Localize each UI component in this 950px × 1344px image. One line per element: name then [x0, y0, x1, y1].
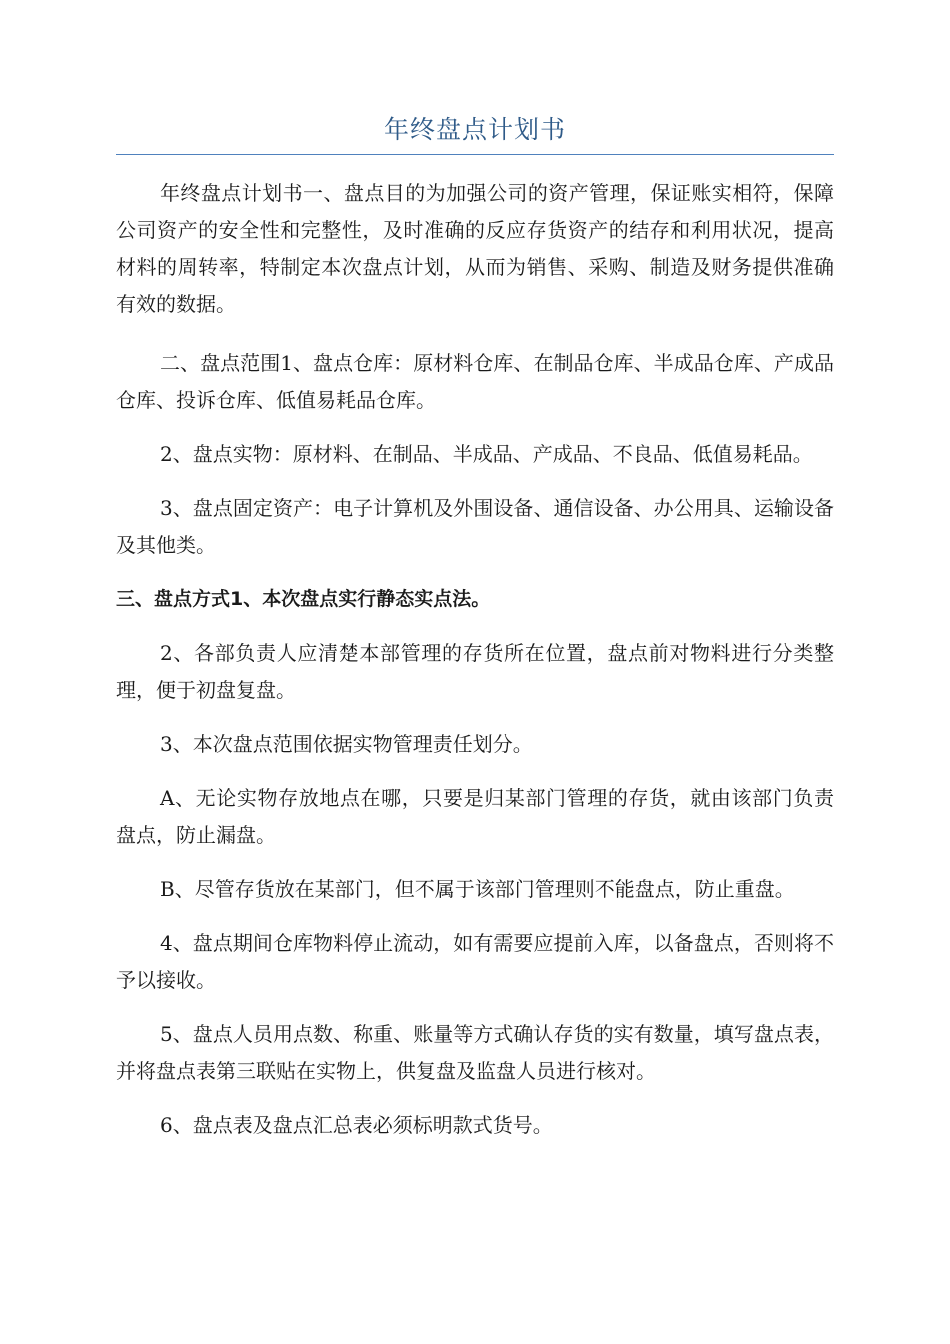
document-body [116, 175, 834, 1144]
paragraph-method-5: 5、盘点人员用点数、称重、账量等方式确认存货的实有数量，填写盘点表，并将盘点表第三联贴在实物上，供复盘及监盘人员进行核对。 [116, 1022, 834, 1083]
paragraph-scope-fixed-assets: 3、盘点固定资产：电子计算机及外围设备、通信设备、办公用具、运输设备及其他类。 [116, 496, 834, 557]
paragraph-method-3b: B、尽管存货放在某部门，但不属于该部门管理则不能盘点，防止重盘。 [160, 877, 795, 901]
paragraph-scope-warehouse: 二、盘点范围1、盘点仓库：原材料仓库、在制品仓库、半成品仓库、产成品仓库、投诉仓库、低值易耗品仓库。 [116, 351, 834, 412]
paragraph-method-3a: A、无论实物存放地点在哪，只要是归某部门管理的存货，就由该部门负责盘点，防止漏盘。 [116, 786, 834, 847]
paragraph-method-3: 3、本次盘点范围依据实物管理责任划分。 [160, 732, 533, 756]
paragraph-method-2: 2、各部负责人应清楚本部管理的存货所在位置，盘点前对物料进行分类整理，便于初盘复盘。 [116, 641, 834, 702]
section-heading-method: 三、盘点方式1、本次盘点实行静态实点法。 [116, 588, 491, 610]
paragraph-method-6: 6、盘点表及盘点汇总表必须标明款式货号。 [160, 1113, 553, 1137]
paragraph-method-4: 4、盘点期间仓库物料停止流动，如有需要应提前入库，以备盘点，否则将不予以接收。 [116, 931, 834, 992]
paragraph-scope-items: 2、盘点实物：原材料、在制品、半成品、产成品、不良品、低值易耗品。 [160, 442, 813, 466]
title-underline [116, 154, 834, 155]
document-title: 年终盘点计划书 [383, 115, 566, 144]
paragraph-purpose: 年终盘点计划书一、盘点目的为加强公司的资产管理，保证账实相符，保障公司资产的安全性和完整性，及时准确的反应存货资产的结存和利用状况，提高材料的周转率，特制定本次盘点计划，从而为销售、采购、制造及财务提供准确有效的数据。 [116, 181, 834, 316]
document-page [116, 0, 834, 1161]
